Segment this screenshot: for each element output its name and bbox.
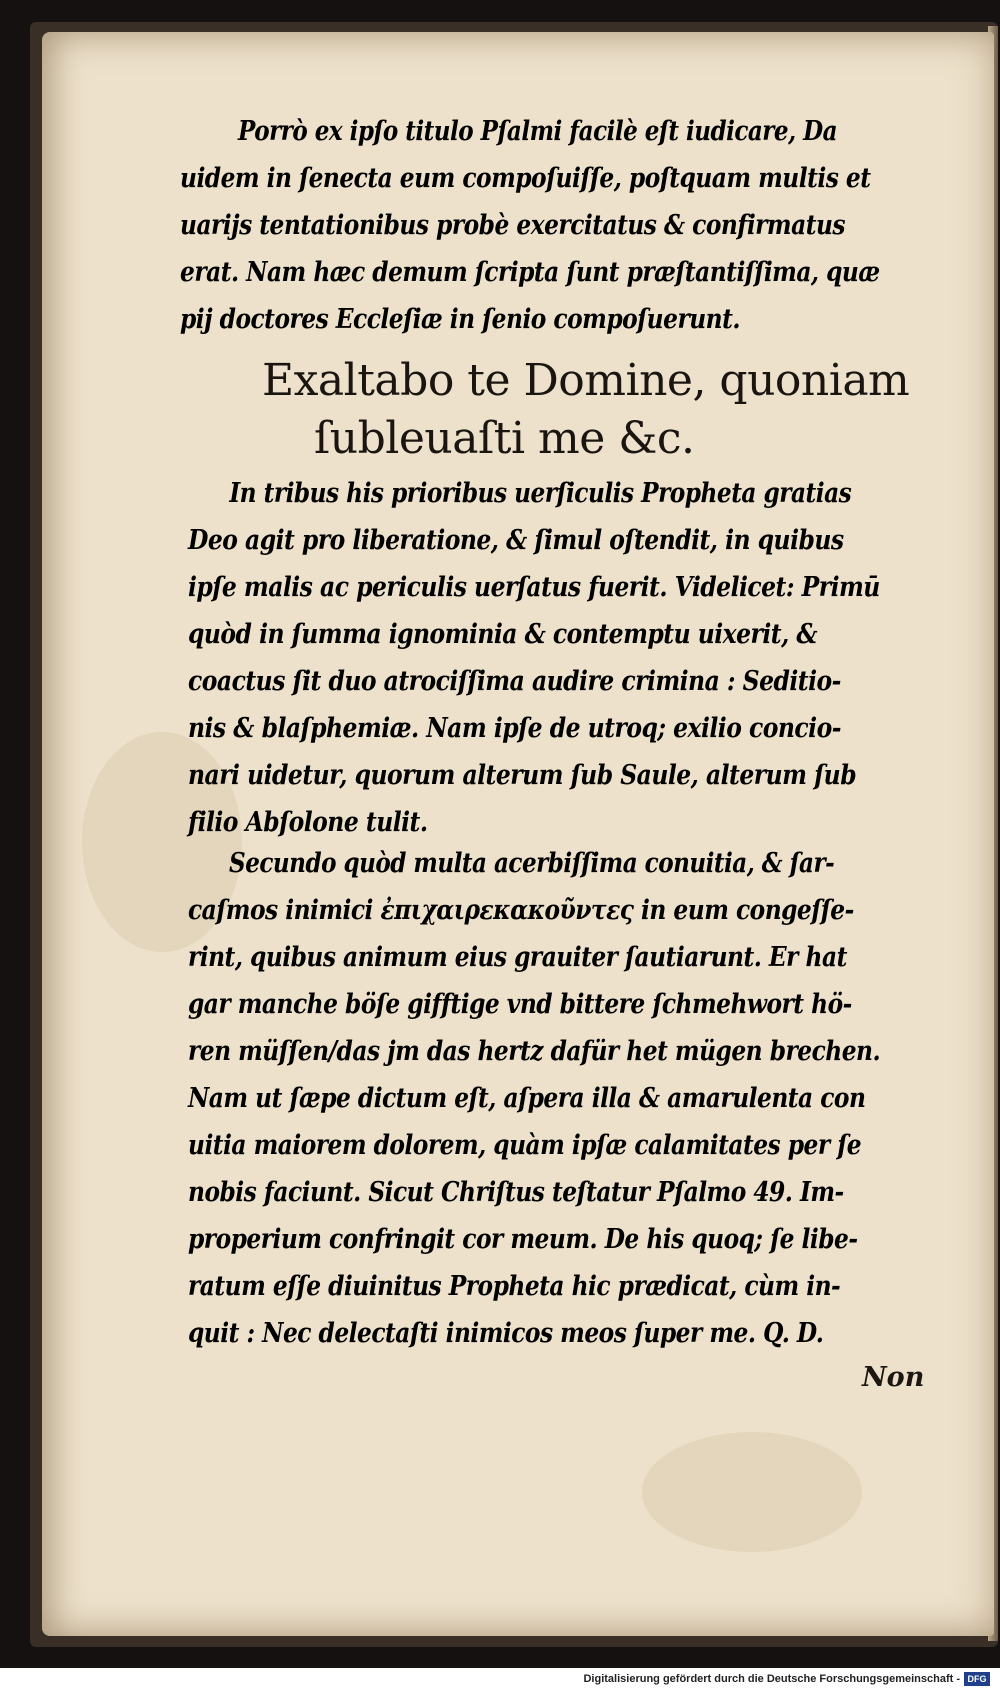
text-line: nari uidetur, quorum alterum ſub Saule, alterum ſub: [188, 760, 857, 791]
paragraph-1: [180, 108, 990, 343]
text-line: ren müſſen/das jm das hertz dafür het mügen brechen.: [188, 1036, 881, 1067]
text-line: filio Abſolone tulit.: [188, 807, 428, 838]
paragraph-3: [188, 840, 989, 1357]
text-line: uarijs tentationibus probè exercitatus & confirmatus: [180, 210, 846, 241]
text-line: properium confringit cor meum. De his quoq; ſe libe-: [188, 1224, 858, 1255]
footer-credit: Digitalisierung gefördert durch die Deutsche Forschungsgemeinschaft -: [583, 1673, 960, 1685]
text-line: uidem in ſenecta eum compoſuiſſe, poſtquam multis et: [180, 163, 871, 194]
paper-stain: [642, 1432, 862, 1552]
text-line: quòd in ſumma ignominia & contemptu uixerit, &: [188, 619, 818, 650]
text-line: Secundo quòd multa acerbiſſima conuitia, & ſar-: [229, 848, 835, 879]
text-line: caſmos inimici ἐπιχαιρεκακοῦντες in eum congeſſe-: [188, 895, 854, 926]
text-line: uitia maiorem dolorem, quàm ipſæ calamitates per ſe: [188, 1130, 862, 1161]
text-line: In tribus his prioribus uerſiculis Propheta gratias: [229, 478, 852, 509]
text-line: Deo agit pro liberatione, & ſimul oſtendit, in quibus: [188, 525, 844, 556]
text-line: ratum eſſe diuinitus Propheta hic prædicat, cùm in-: [188, 1271, 841, 1302]
heading-line-2: ſubleuaſti me &c.: [314, 413, 695, 464]
text-line: Nam ut ſæpe dictum eſt, aſpera illa & amarulenta con: [188, 1083, 866, 1114]
text-line: gar manche böſe gifftige vnd bittere ſchmehwort hö-: [188, 989, 852, 1020]
text-line: ipſe malis ac periculis uerſatus fuerit. Videlicet: Primū: [188, 572, 880, 603]
catchword: Non: [862, 1362, 925, 1393]
text-line: erat. Nam hæc demum ſcripta ſunt præſtantiſſima, quæ: [180, 257, 880, 288]
text-line: nobis faciunt. Sicut Chriſtus teſtatur Pſalmo 49. Im-: [188, 1177, 844, 1208]
dfg-logo: DFG: [964, 1672, 990, 1686]
text-line: Porrò ex ipſo titulo Pſalmi facilè eſt iudicare, Da: [238, 116, 838, 147]
paragraph-2: [188, 470, 984, 846]
footer-bar: [0, 1668, 1000, 1692]
text-line: nis & blaſphemiæ. Nam ipſe de utroq; exilio concio-: [188, 713, 841, 744]
text-line: pij doctores Eccleſiæ in ſenio compoſuerunt.: [180, 304, 740, 335]
text-line: quit : Nec delectaſti inimicos meos ſuper me. Q. D.: [188, 1318, 824, 1349]
text-line: rint, quibus animum eius grauiter ſautiarunt. Er hat: [188, 942, 847, 973]
heading-line-1: Exaltabo te Domine, quoniam: [262, 355, 910, 406]
text-line: coactus ſit duo atrociſſima audire crimina : Seditio-: [188, 666, 841, 697]
